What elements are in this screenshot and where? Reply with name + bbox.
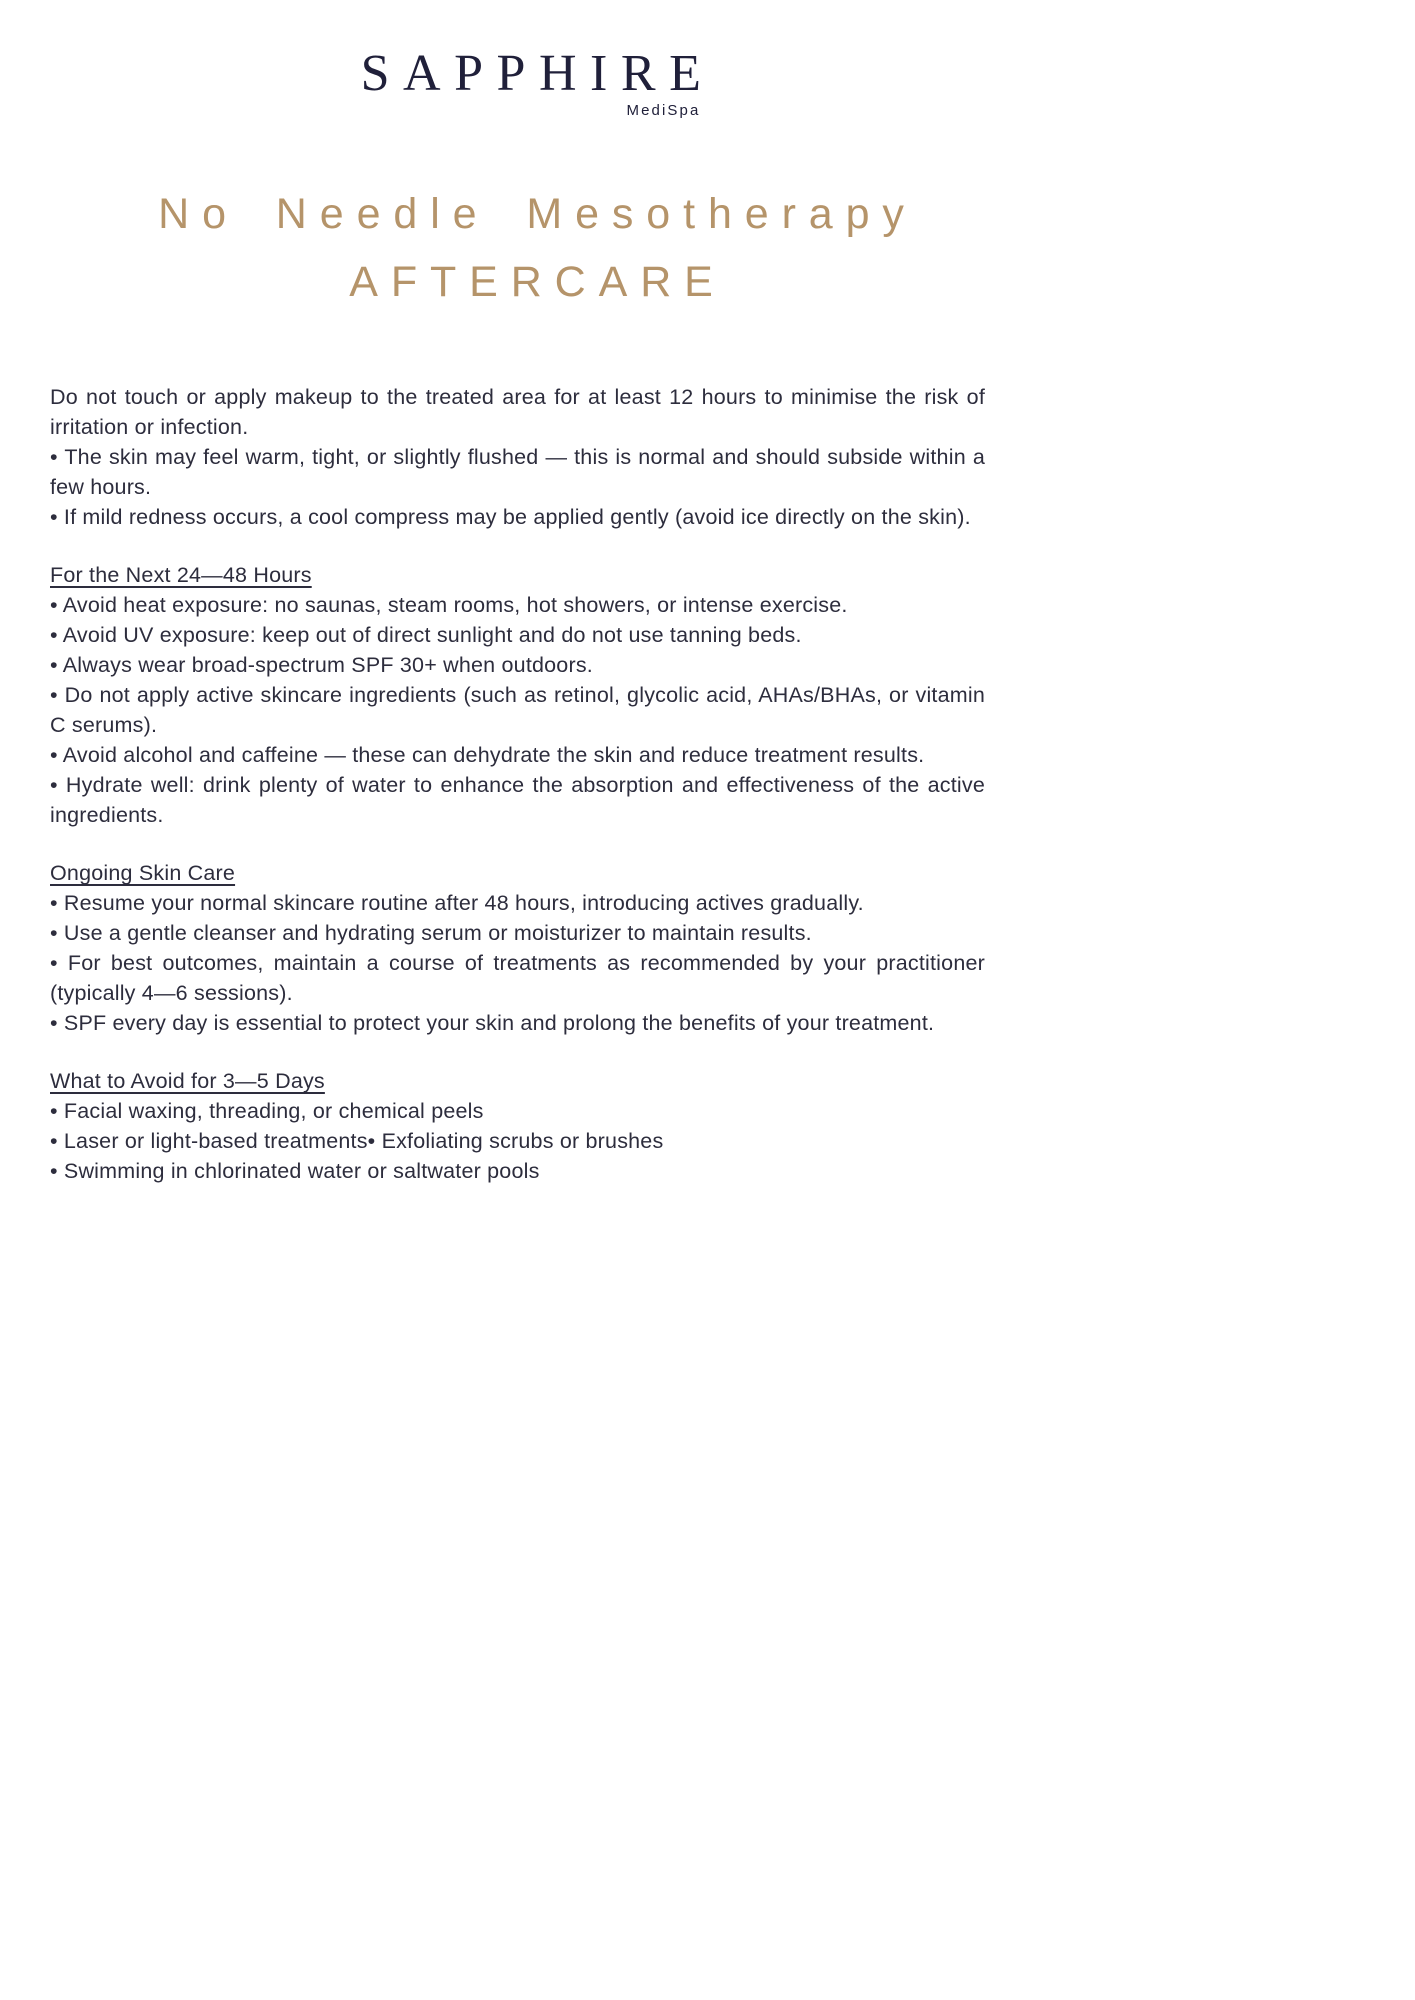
brand-logo-text: SAPPHIRE <box>360 45 715 102</box>
title-line-1: No Needle Mesotherapy <box>158 190 917 238</box>
title-line-2: AFTERCARE <box>349 258 726 306</box>
bullet-item: • Laser or light-based treatments• Exfoliating scrubs or brushes <box>50 1129 664 1153</box>
brand-tagline: MediSpa <box>626 102 701 119</box>
document-title <box>0 180 1075 316</box>
intro-bullet: • If mild redness occurs, a cool compress may be applied gently (avoid ice directly on the skin). <box>50 505 971 529</box>
intro-bullet: • The skin may feel warm, tight, or slightly flushed — this is normal and should subside within a few hours. <box>50 445 985 499</box>
bullet-item: • Avoid alcohol and caffeine — these can dehydrate the skin and reduce treatment results. <box>50 743 925 767</box>
bullet-item: • For best outcomes, maintain a course of treatments as recommended by your practitioner (typically 4—6 sessions). <box>50 951 985 1005</box>
section-ongoing-skin-care <box>50 858 985 1038</box>
bullet-item: • Avoid heat exposure: no saunas, steam rooms, hot showers, or intense exercise. <box>50 593 848 617</box>
intro-section <box>50 382 985 532</box>
section-heading: What to Avoid for 3—5 Days <box>50 1069 325 1093</box>
document-body <box>50 382 985 1186</box>
bullet-item: • Avoid UV exposure: keep out of direct sunlight and do not use tanning beds. <box>50 623 802 647</box>
brand-logo-block <box>360 45 715 119</box>
bullet-item: • Do not apply active skincare ingredients (such as retinol, glycolic acid, AHAs/BHAs, or vitamin C serums). <box>50 683 985 737</box>
section-heading: For the Next 24—48 Hours <box>50 563 312 587</box>
document-content <box>0 0 1075 1186</box>
bullet-item: • Always wear broad-spectrum SPF 30+ when outdoors. <box>50 653 593 677</box>
intro-paragraph: Do not touch or apply makeup to the treated area for at least 12 hours to minimise the risk of irritation or infection. <box>50 385 985 439</box>
brand-header <box>0 45 1075 120</box>
section-heading: Ongoing Skin Care <box>50 861 236 885</box>
section-next-24-48-hours <box>50 560 985 830</box>
bullet-item: • Use a gentle cleanser and hydrating serum or moisturizer to maintain results. <box>50 921 812 945</box>
section-what-to-avoid <box>50 1066 985 1186</box>
bullet-item: • Hydrate well: drink plenty of water to enhance the absorption and effectiveness of the active ingredients. <box>50 773 985 827</box>
bullet-item: • Facial waxing, threading, or chemical peels <box>50 1099 484 1123</box>
bullet-item: • Resume your normal skincare routine after 48 hours, introducing actives gradually. <box>50 891 864 915</box>
bullet-item: • SPF every day is essential to protect your skin and prolong the benefits of your treatment. <box>50 1011 935 1035</box>
bullet-item: • Swimming in chlorinated water or saltwater pools <box>50 1159 540 1183</box>
